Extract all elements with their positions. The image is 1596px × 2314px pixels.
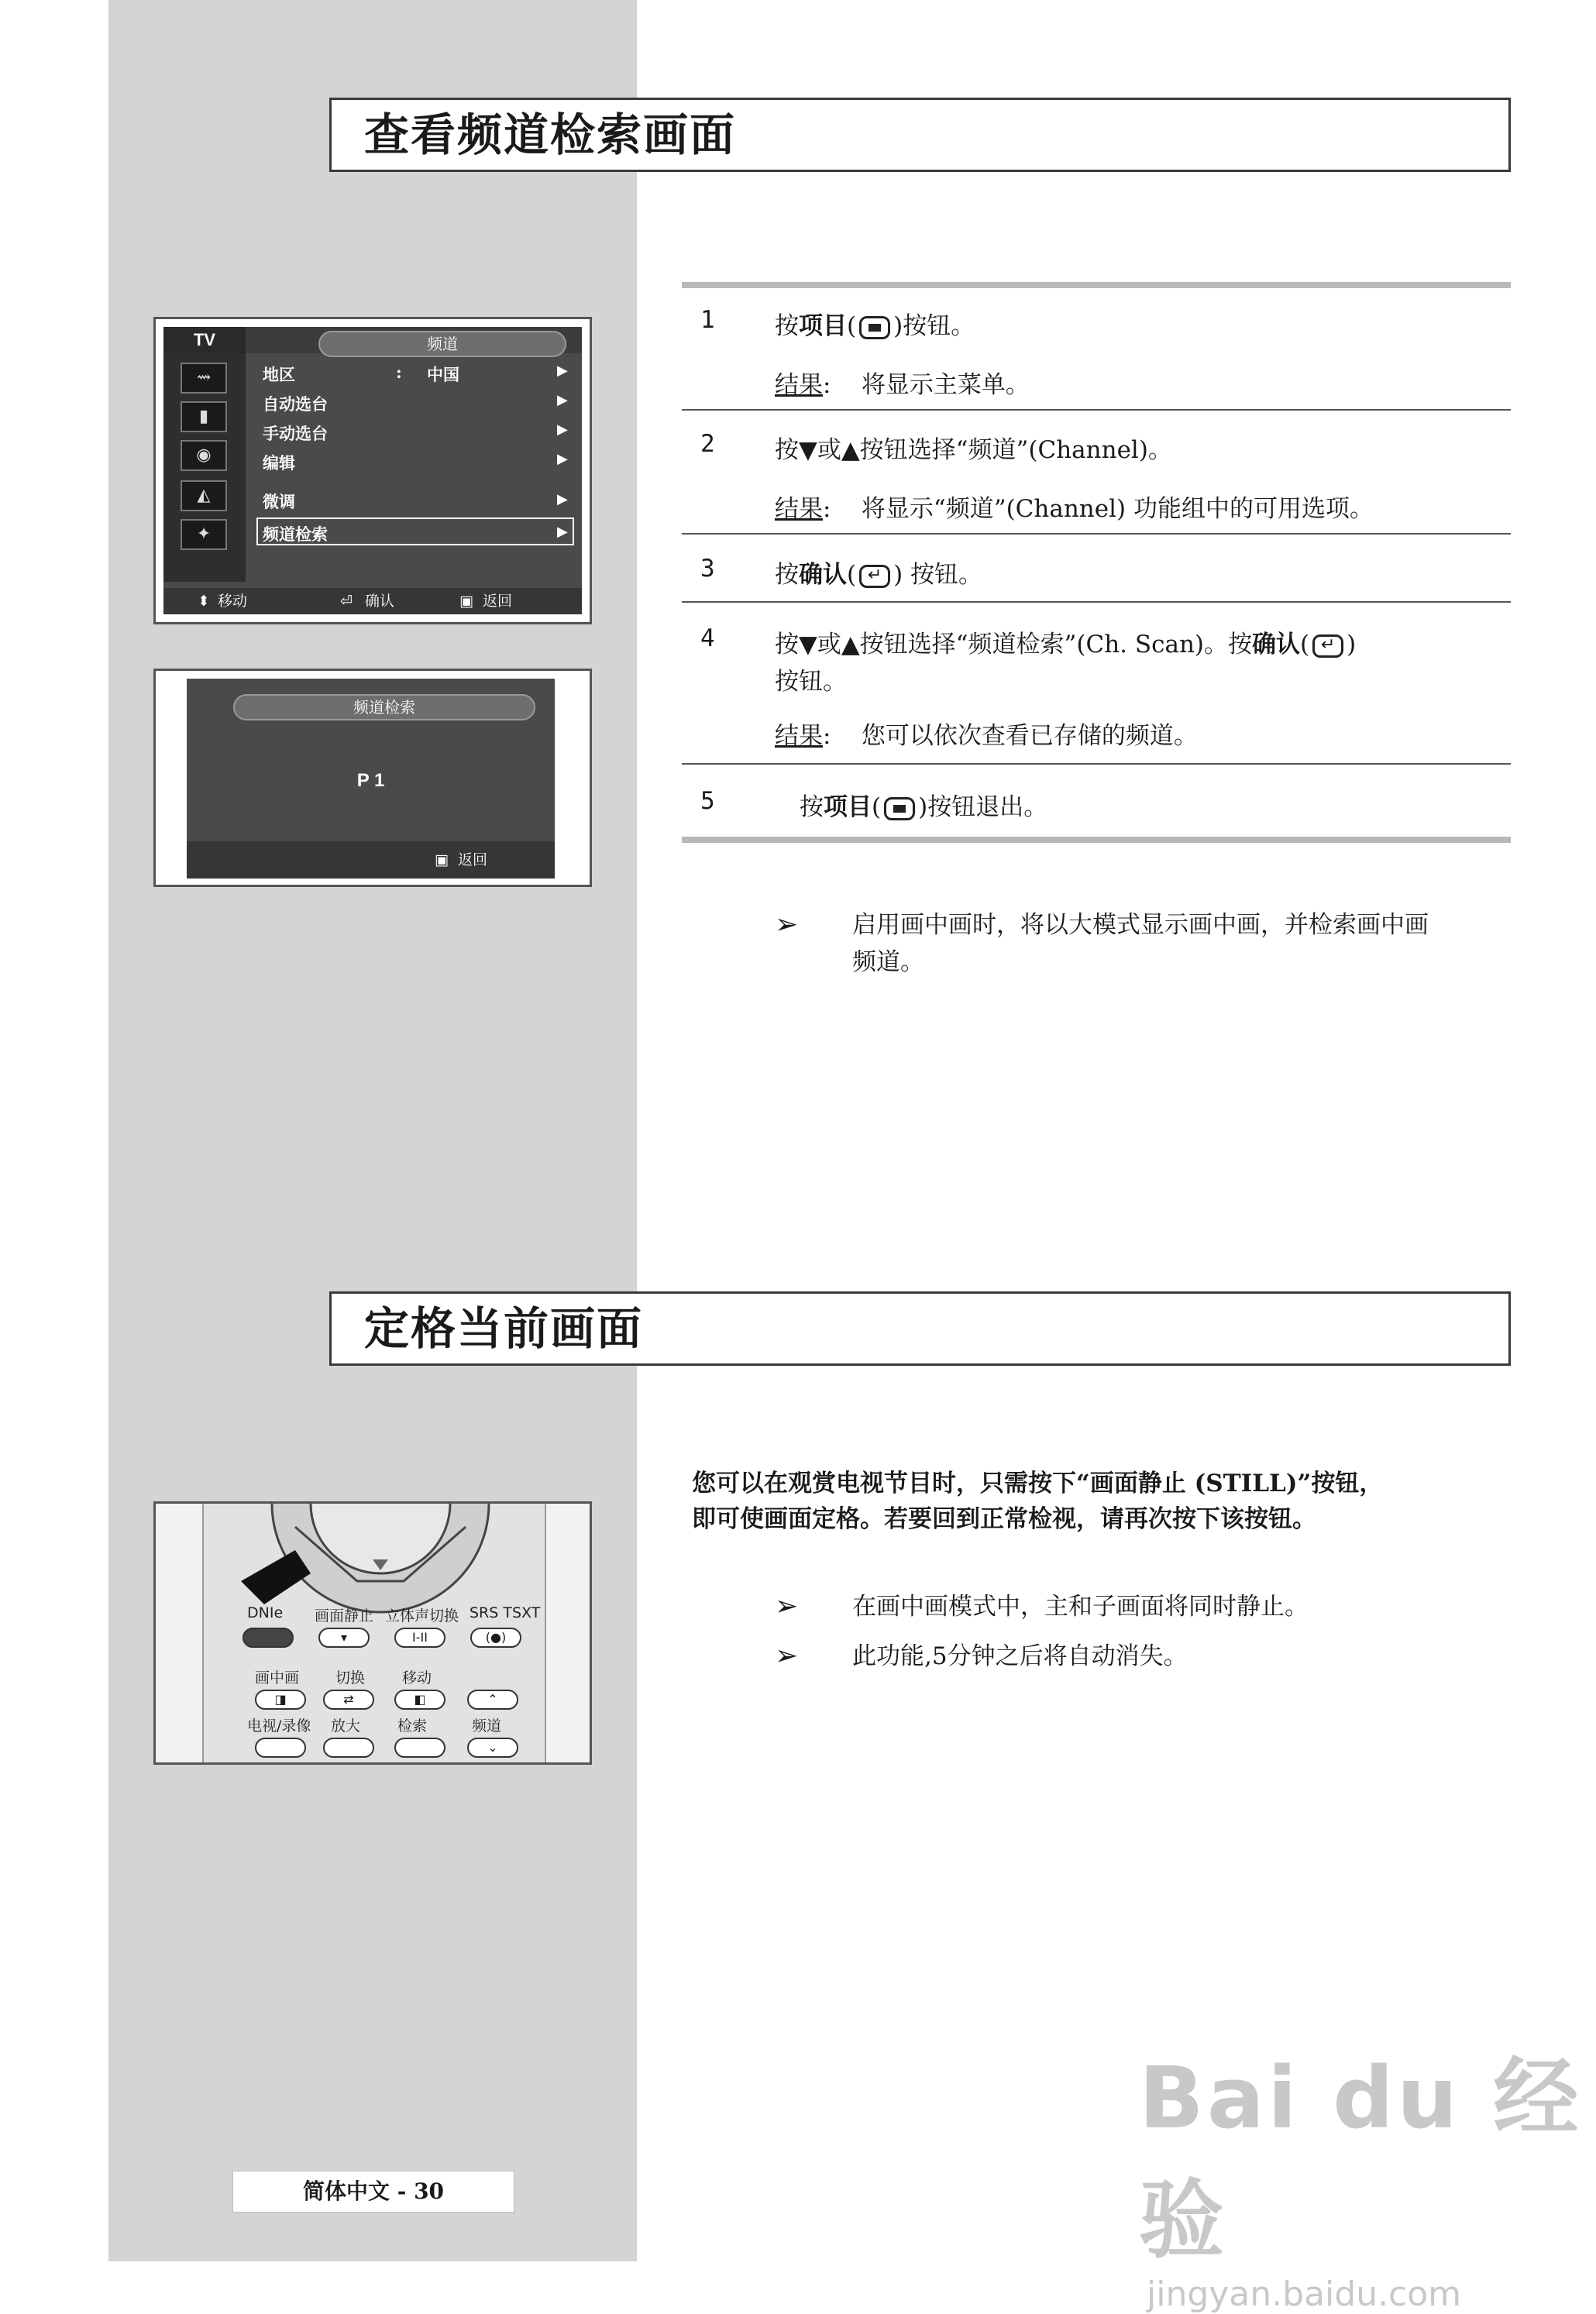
pip-button[interactable]: ◨: [255, 1690, 306, 1710]
submenu-arrow-icon: ▶: [557, 421, 568, 438]
step-instruction-cont: 按钮。: [775, 668, 847, 696]
scan-button[interactable]: [394, 1738, 445, 1758]
step-number: 1: [700, 306, 715, 334]
remote-label: 立体声切换: [385, 1607, 459, 1625]
channel-down-button[interactable]: ⌄: [467, 1738, 518, 1758]
step-number: 5: [700, 787, 715, 815]
step-1: [682, 306, 1511, 414]
tv-video-button[interactable]: [255, 1738, 306, 1758]
step-instruction: 按▼或▲按钮选择“频道”(Channel)。: [775, 436, 1172, 464]
remote-label: 放大: [331, 1717, 361, 1735]
setup-menu-icon: ◭: [181, 480, 227, 511]
step-2: [682, 430, 1511, 531]
position-button[interactable]: ◧: [394, 1690, 445, 1710]
move-icon: ⬍: [198, 593, 210, 610]
tv-tag: TV: [163, 327, 246, 353]
tv-channel-scan-screenshot: [153, 669, 592, 887]
step-result: 结果: 将显示主菜单。: [775, 371, 1030, 399]
submenu-arrow-icon: ▶: [557, 524, 568, 540]
tv-menu-selection-box: [256, 517, 574, 545]
step-5: [682, 787, 1511, 834]
step-instruction: 按项目( )按钮退出。: [800, 793, 1048, 821]
still-button[interactable]: ▾: [318, 1628, 370, 1648]
remote-label: 移动: [402, 1669, 432, 1687]
submenu-arrow-icon: ▶: [557, 363, 568, 379]
stereo-button[interactable]: I-II: [394, 1628, 445, 1648]
sound-menu-icon: ▮: [181, 401, 227, 432]
divider: [682, 409, 1511, 411]
step-number: 2: [700, 430, 715, 458]
step-instruction: 按▼或▲按钮选择“频道检索”(Ch. Scan)。按确认( ↵ ): [775, 631, 1357, 658]
remote-dpad-illustration: [156, 1504, 592, 1765]
enter-button-icon: ↵: [859, 565, 890, 588]
submenu-arrow-icon: ▶: [557, 392, 568, 408]
steps-top-rule: [682, 282, 1511, 288]
menu-button-icon: [859, 316, 890, 339]
dnie-button[interactable]: [242, 1628, 294, 1648]
tv-channel-menu-screenshot: [153, 317, 592, 624]
divider: [682, 601, 1511, 603]
tv-menu-title: 频道: [318, 331, 566, 357]
picture-menu-icon: ⇝: [181, 363, 227, 394]
remote-label: 频道: [472, 1717, 502, 1735]
step-instruction: 按项目( )按钮。: [775, 312, 975, 340]
tv-menu-footer: ⬍ 移动 ⏎ 确认 ▣ 返回: [163, 588, 582, 614]
divider: [682, 533, 1511, 535]
section-title-channel-scan: 查看频道检索画面: [329, 98, 1511, 172]
section-title-freeze: 定格当前画面: [329, 1291, 1511, 1366]
channel-up-button[interactable]: ⌃: [467, 1690, 518, 1710]
tv-menu-sep: :: [396, 363, 402, 382]
tv-menu-item: 地区: [263, 365, 295, 384]
note-arrow-icon: ➢: [775, 909, 799, 940]
srs-button[interactable]: (●): [470, 1628, 521, 1648]
tv-menu-item: 自动选台: [263, 394, 328, 414]
remote-label: 画面静止: [315, 1607, 374, 1625]
scan-title: 频道检索: [233, 694, 535, 720]
return-icon: ▣: [435, 851, 449, 868]
input-menu-icon: ✦: [181, 519, 227, 550]
step-number: 3: [700, 555, 715, 583]
menu-button-icon: [884, 797, 915, 820]
step-instruction: 按确认( ↵ ) 按钮。: [775, 561, 983, 589]
submenu-arrow-icon: ▶: [557, 451, 568, 467]
tv-menu-item-selected: 频道检索: [263, 524, 328, 544]
remote-label: 电视/录像: [247, 1717, 311, 1735]
remote-label: 画中画: [255, 1669, 300, 1687]
return-icon: ▣: [459, 593, 473, 610]
swap-button[interactable]: ⇄: [323, 1690, 374, 1710]
step-number: 4: [700, 624, 715, 652]
zoom-button[interactable]: [323, 1738, 374, 1758]
enter-icon: ⏎: [340, 593, 353, 610]
remote-label: DNIe: [247, 1604, 284, 1621]
remote-control-illustration: [153, 1501, 592, 1765]
tv-menu-item: 手动选台: [263, 424, 328, 443]
page-number-label: 简体中文 - 30: [232, 2171, 514, 2213]
remote-label: 检索: [397, 1717, 428, 1735]
step-result: 结果: 将显示“频道”(Channel) 功能组中的可用选项。: [775, 495, 1374, 523]
program-number: P 1: [356, 770, 385, 791]
divider: [682, 763, 1511, 765]
baidu-watermark: Bai du 经验 jingyan.baidu.com: [1139, 2048, 1582, 2314]
step-4: [682, 624, 1511, 764]
scan-footer: ▣ 返回: [187, 841, 555, 878]
submenu-arrow-icon: ▶: [557, 491, 568, 507]
step-3: [682, 555, 1511, 601]
enter-button-icon: ↵: [1312, 634, 1343, 658]
freeze-intro: 您可以在观赏电视节目时，只需按下“画面静止 (STILL)”按钮， 即可使画面定格。若要回到正常检视，请再次按下该按钮。: [692, 1470, 1384, 1533]
steps-bottom-rule: [682, 837, 1511, 843]
tv-menu-sidebar: [163, 353, 246, 582]
channel-menu-icon: ◉: [181, 440, 227, 471]
remote-label: SRS TSXT: [470, 1604, 541, 1621]
note-arrow-icon: ➢: [775, 1590, 799, 1622]
note-arrow-icon: ➢: [775, 1640, 799, 1672]
tv-menu-item: 编辑: [263, 453, 295, 473]
step-result: 结果: 您可以依次查看已存储的频道。: [775, 722, 1198, 750]
remote-label: 切换: [335, 1669, 366, 1687]
tv-menu-item: 微调: [263, 492, 295, 511]
tv-menu-value: 中国: [427, 365, 459, 384]
